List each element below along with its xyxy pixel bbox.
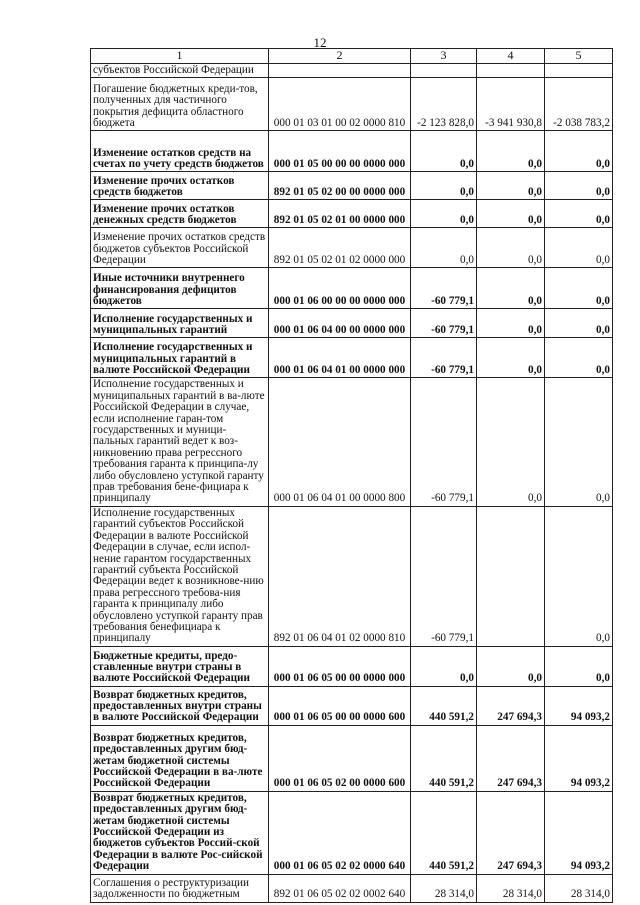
row-value-col5: 0,0 (545, 200, 613, 228)
row-value-col3: 0,0 (411, 228, 477, 268)
row-description: Изменение остатков средств на счетах по учету средств бюджетов (91, 131, 269, 172)
row-value-col5 (545, 64, 613, 78)
row-value-col4: 247 694,3 (477, 686, 545, 725)
row-value-col5: 0,0 (545, 228, 613, 268)
table-row (91, 791, 613, 874)
row-budget-code: 000 01 06 04 01 00 0000 800 (269, 378, 411, 506)
row-value-col5: 0,0 (545, 309, 613, 338)
row-value-col5: 0,0 (545, 646, 613, 686)
table-row (91, 686, 613, 725)
row-value-col4: 0,0 (477, 309, 545, 338)
row-description: Возврат бюджетных кредитов, предоставленных другим бюд-жетам бюджетной системы Российской Федерации из бюджетов субъектов Россий-ской Федерации в валюте Рос-сийской Федерации (91, 791, 269, 874)
row-budget-code: 000 01 06 05 00 00 0000 000 (269, 646, 411, 686)
row-value-col3: 28 314,0 (411, 874, 477, 902)
table-row (91, 378, 613, 506)
table-row (91, 172, 613, 200)
row-value-col4: 0,0 (477, 131, 545, 172)
row-value-col5: 0,0 (545, 172, 613, 200)
row-value-col4: 0,0 (477, 646, 545, 686)
table-header-row (91, 49, 613, 64)
table-row (91, 309, 613, 338)
row-value-col3: -60 779,1 (411, 506, 477, 646)
table-row (91, 268, 613, 309)
table-row (91, 228, 613, 268)
row-value-col5: 0,0 (545, 378, 613, 506)
row-value-col5: 0,0 (545, 338, 613, 378)
row-value-col3: 440 591,2 (411, 725, 477, 791)
row-value-col4: 247 694,3 (477, 725, 545, 791)
row-description: субъектов Российской Федерации (91, 64, 269, 78)
row-value-col4: 0,0 (477, 378, 545, 506)
column-header-1: 1 (91, 49, 269, 64)
row-value-col3: 0,0 (411, 200, 477, 228)
row-budget-code: 000 01 06 04 00 00 0000 000 (269, 309, 411, 338)
row-value-col4 (477, 64, 545, 78)
row-value-col3: 440 591,2 (411, 791, 477, 874)
table-row (91, 506, 613, 646)
row-description: Исполнение государственных и муниципальных гарантий в ва-люте Российской Федерации в случае, если исполнение гаран-том государственных и муници-пальных гарантий ведет к воз-никновению права регрессного требования гаранта к принципа-лу либо обусловлено уступкой гаранту прав требования бене-фициара к принципалу (91, 378, 269, 506)
row-value-col4 (477, 506, 545, 646)
column-header-4: 4 (477, 49, 545, 64)
row-description: Возврат бюджетных кредитов, предоставленных внутри страны в валюте Российской Федерации (91, 686, 269, 725)
table-row (91, 78, 613, 131)
row-value-col3: 440 591,2 (411, 686, 477, 725)
row-budget-code: 000 01 06 04 01 00 0000 000 (269, 338, 411, 378)
row-value-col4: -3 941 930,8 (477, 78, 545, 131)
row-description: Изменение прочих остатков средств бюджетов субъектов Российской Федерации (91, 228, 269, 268)
row-value-col4: 28 314,0 (477, 874, 545, 902)
row-value-col3: 0,0 (411, 131, 477, 172)
row-value-col5: 94 093,2 (545, 725, 613, 791)
row-description: Соглашения о реструктуризации задолженности по бюджетным (91, 874, 269, 902)
row-value-col4: 0,0 (477, 268, 545, 309)
row-description: Изменение прочих остатков средств бюджетов (91, 172, 269, 200)
row-description: Исполнение государственных и муниципальных гарантий (91, 309, 269, 338)
table-row (91, 200, 613, 228)
table-row (91, 874, 613, 902)
row-description: Возврат бюджетных кредитов, предоставленных другим бюд-жетам бюджетной системы Российской Федерации в ва-люте Российской Федерации (91, 725, 269, 791)
row-value-col5: -2 038 783,2 (545, 78, 613, 131)
row-value-col3: 0,0 (411, 172, 477, 200)
row-budget-code: 892 01 06 05 02 02 0002 640 (269, 874, 411, 902)
row-value-col3: -60 779,1 (411, 338, 477, 378)
row-value-col5: 0,0 (545, 131, 613, 172)
table-row (91, 64, 613, 78)
row-budget-code: 000 01 06 05 02 00 0000 600 (269, 725, 411, 791)
table-row (91, 131, 613, 172)
row-value-col5: 28 314,0 (545, 874, 613, 902)
row-description: Изменение прочих остатков денежных средств бюджетов (91, 200, 269, 228)
row-value-col3 (411, 64, 477, 78)
row-value-col5: 94 093,2 (545, 791, 613, 874)
row-budget-code: 000 01 06 00 00 00 0000 000 (269, 268, 411, 309)
table-row (91, 338, 613, 378)
row-value-col5: 94 093,2 (545, 686, 613, 725)
row-value-col5: 0,0 (545, 506, 613, 646)
column-header-5: 5 (545, 49, 613, 64)
row-description: Иные источники внутреннего финансирования дефицитов бюджетов (91, 268, 269, 309)
table-row (91, 725, 613, 791)
row-value-col4: 0,0 (477, 172, 545, 200)
row-value-col4: 0,0 (477, 228, 545, 268)
row-value-col3: -60 779,1 (411, 268, 477, 309)
row-budget-code (269, 64, 411, 78)
page-number: 12 (313, 35, 327, 50)
row-budget-code: 000 01 05 00 00 00 0000 000 (269, 131, 411, 172)
row-description: Исполнение государственных гарантий субъектов Российской Федерации в валюте Российской Федерации в случае, если испол-нение гарантом государственных гарантий субъекта Российской Федерации ведет к возникнове-нию права регрессного требова-ния гаранта к принципалу либо обусловлено уступкой гаранту прав требования бенефициара к принципалу (91, 506, 269, 646)
row-budget-code: 000 01 06 05 00 00 0000 600 (269, 686, 411, 725)
row-value-col3: -60 779,1 (411, 309, 477, 338)
row-description: Бюджетные кредиты, предо-ставленные внутри страны в валюте Российской Федерации (91, 646, 269, 686)
row-value-col4: 0,0 (477, 200, 545, 228)
row-description: Погашение бюджетных креди-тов, полученных для частичного покрытия дефицита областного бюджета (91, 78, 269, 131)
row-budget-code: 000 01 06 05 02 02 0000 640 (269, 791, 411, 874)
row-description: Исполнение государственных и муниципальных гарантий в валюте Российской Федерации (91, 338, 269, 378)
column-header-3: 3 (411, 49, 477, 64)
budget-sources-table (90, 48, 613, 903)
column-header-2: 2 (269, 49, 411, 64)
row-budget-code: 000 01 03 01 00 02 0000 810 (269, 78, 411, 131)
row-budget-code: 892 01 05 02 00 00 0000 000 (269, 172, 411, 200)
row-value-col3: -2 123 828,0 (411, 78, 477, 131)
table-row (91, 646, 613, 686)
row-value-col3: -60 779,1 (411, 378, 477, 506)
row-value-col3: 0,0 (411, 646, 477, 686)
row-value-col4: 0,0 (477, 338, 545, 378)
row-budget-code: 892 01 05 02 01 02 0000 000 (269, 228, 411, 268)
row-value-col4: 247 694,3 (477, 791, 545, 874)
row-budget-code: 892 01 06 04 01 02 0000 810 (269, 506, 411, 646)
row-budget-code: 892 01 05 02 01 00 0000 000 (269, 200, 411, 228)
row-value-col5: 0,0 (545, 268, 613, 309)
